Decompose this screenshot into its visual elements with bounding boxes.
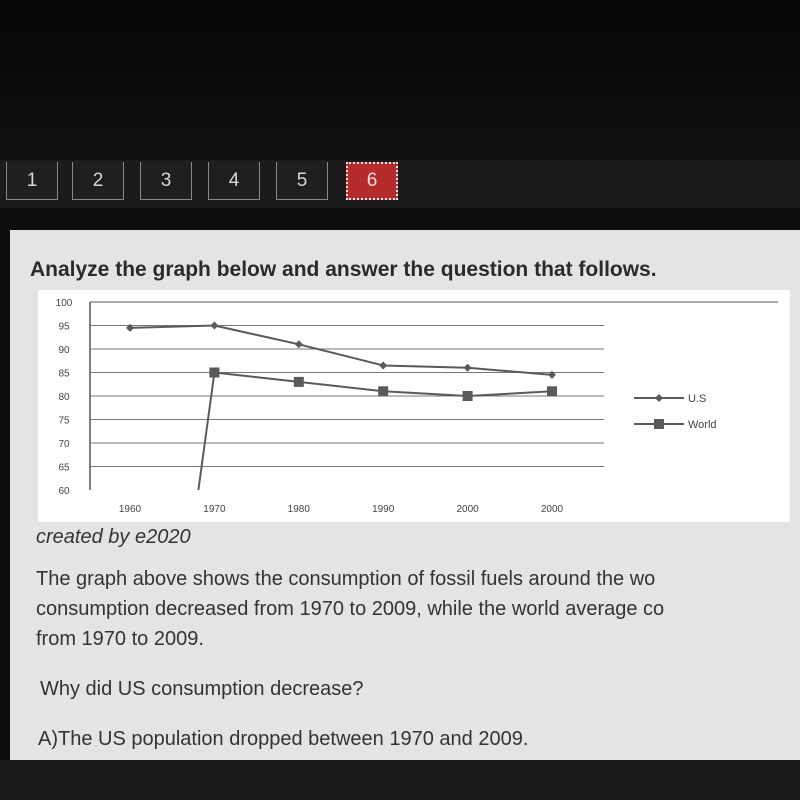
chart-credit: created by e2020 [36,526,191,548]
x-tick-label: 2000 [540,504,564,515]
series-line-world [198,373,552,491]
paragraph-line-1: The graph above shows the consumption of fossil fuels around the wo [36,568,656,590]
y-tick-label: 75 [58,415,70,427]
x-tick-label: 1990 [372,504,395,515]
us-data-point [379,361,387,369]
y-tick-label: 100 [55,298,73,309]
x-tick-label: 1960 [118,504,142,515]
world-data-point [547,386,557,396]
x-tick-label: 1970 [203,504,226,515]
chart-canvas [38,290,790,522]
legend-marker [655,394,663,402]
world-data-point [463,391,473,401]
us-data-point [464,364,472,372]
y-tick-label: 70 [58,439,70,450]
x-tick-label: 1980 [287,504,310,515]
paragraph-line-2: consumption decreased from 1970 to 2009, while the world average co [36,598,665,620]
question-text: Why did US consumption decrease? [40,678,364,700]
question-heading: Analyze the graph below and answer the question that follows. [30,258,657,281]
answer-option-a[interactable]: A)The US population dropped between 1970 and 2009. [38,728,529,750]
question-4-button[interactable]: 4 [208,162,260,200]
bottom-bezel [0,760,800,800]
question-2-button[interactable]: 2 [72,162,124,200]
y-tick-label: 65 [58,462,70,474]
question-6-button[interactable]: 6 [346,162,398,200]
legend-label: World [688,419,717,431]
y-tick-label: 60 [58,486,70,497]
world-data-point [294,377,304,387]
legend-marker [654,419,664,429]
question-3-button[interactable]: 3 [140,162,192,200]
fossil-fuel-chart [38,290,790,522]
question-navigation [0,160,800,208]
paragraph-line-3: from 1970 to 2009. [36,628,204,650]
question-1-button[interactable]: 1 [6,162,58,200]
question-5-button[interactable]: 5 [276,162,328,200]
world-data-point [378,386,388,396]
us-data-point [295,340,303,348]
series-line-us [130,326,552,375]
y-tick-label: 95 [58,321,70,333]
y-tick-label: 90 [58,345,70,356]
us-data-point [210,322,218,330]
y-tick-label: 80 [58,392,70,403]
x-tick-label: 2000 [456,504,479,515]
top-bezel [0,0,800,160]
question-panel [10,230,800,760]
world-data-point [209,368,219,378]
y-tick-label: 85 [58,368,70,380]
legend-label: U.S [688,393,707,405]
question-paragraph [36,564,796,654]
